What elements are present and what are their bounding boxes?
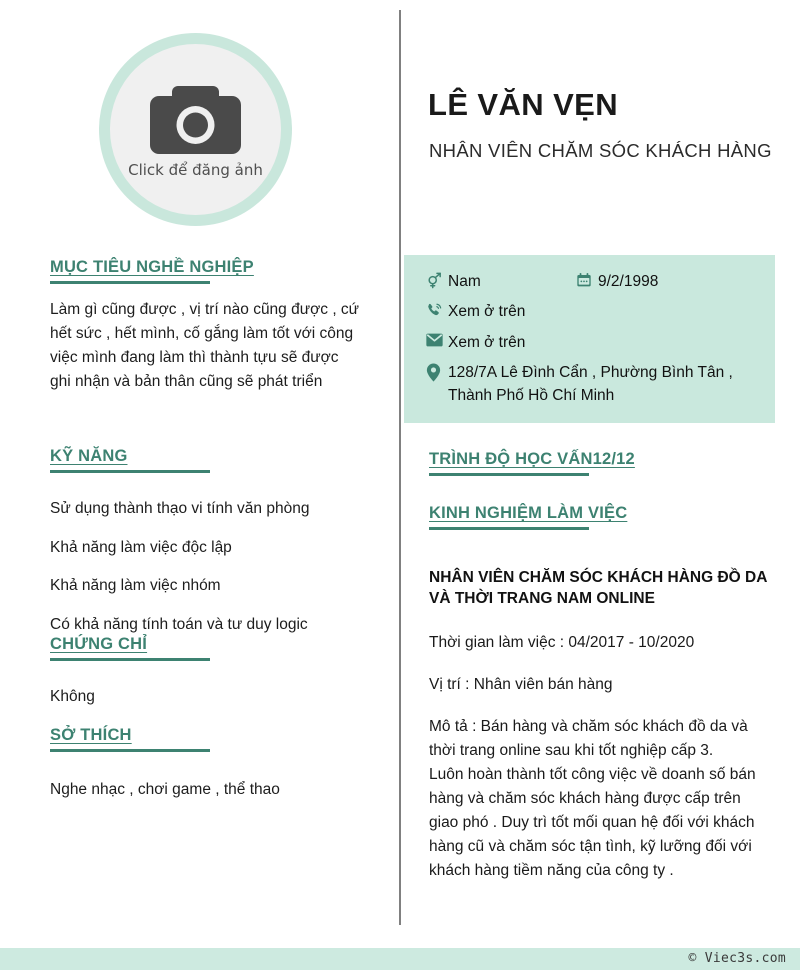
email-value: Xem ở trên: [448, 333, 526, 351]
gender-value: Nam: [448, 273, 481, 290]
objective-heading-rule: [50, 281, 210, 284]
footer-copyright: © Viec3s.com: [688, 951, 786, 966]
phone-value: Xem ở trên: [448, 303, 526, 321]
section-education: [429, 450, 774, 476]
experience-job-title: NHÂN VIÊN CHĂM SÓC KHÁCH HÀNG ĐỒ DA VÀ THỜI TRANG NAM ONLINE: [429, 569, 767, 607]
contact-row-email: [426, 332, 757, 354]
section-experience: [429, 504, 774, 883]
hobbies-heading-rule: [50, 749, 210, 752]
column-divider: [399, 10, 401, 925]
contact-gender: [426, 271, 576, 293]
photo-upload-label: Click để đăng ảnh: [128, 160, 263, 179]
gender-icon: [426, 271, 448, 289]
envelope-icon: [426, 332, 448, 347]
section-objective: [50, 258, 360, 394]
photo-placeholder[interactable]: [110, 44, 281, 215]
skills-heading-rule: [50, 470, 210, 473]
skill-item: Khả năng làm việc nhóm: [50, 577, 221, 595]
birthday-value: 9/2/1998: [598, 273, 659, 290]
contact-birthday: [576, 271, 658, 293]
photo-upload-button[interactable]: [99, 33, 292, 226]
contact-row-address: [426, 362, 757, 407]
hobbies-heading: SỞ THÍCH: [50, 726, 132, 744]
experience-period: Thời gian làm việc : 04/2017 - 10/2020: [429, 633, 695, 651]
calendar-icon: [576, 271, 598, 288]
contact-panel: [404, 255, 775, 423]
certificates-heading: CHỨNG CHỈ: [50, 635, 148, 653]
phone-icon: [426, 301, 448, 319]
left-column: [0, 0, 399, 925]
right-column: [404, 0, 800, 925]
skill-item: Khả năng làm việc độc lập: [50, 538, 232, 556]
certificates-text: Không: [50, 688, 95, 705]
camera-icon: [148, 82, 243, 157]
job-title: NHÂN VIÊN CHĂM SÓC KHÁCH HÀNG: [429, 140, 772, 161]
footer-band: [0, 948, 800, 970]
section-certificates: [50, 635, 360, 709]
skills-heading: KỸ NĂNG: [50, 447, 128, 465]
experience-description-1: Mô tả : Bán hàng và chăm sóc khách đồ da và thời trang online sau khi tốt nghiệp cấp 3.: [429, 718, 748, 760]
section-hobbies: [50, 726, 360, 802]
experience-description-2: Luôn hoàn thành tốt công việc về doanh số bán hàng và chăm sóc khách hàng được cấp trên giao phó . Duy trì tốt mối quan hệ đối với khách hàng cũ và chăm sóc tận tình, kỹ lưỡng đối với khách hàng tiềm năng của công ty .: [429, 766, 756, 880]
education-heading: TRÌNH ĐỘ HỌC VẤN12/12: [429, 450, 635, 468]
contact-row-phone: [426, 301, 757, 323]
experience-position: Vị trí : Nhân viên bán hàng: [429, 676, 613, 694]
experience-heading-rule: [429, 527, 589, 530]
location-pin-icon: [426, 362, 448, 382]
page-title: LÊ VĂN VẸN: [428, 87, 619, 122]
objective-text: Làm gì cũng được , vị trí nào cũng được , cứ hết sức , hết mình, cố gắng làm tốt với công việc mình đang làm thì thành tựu sẽ được ghi nhận và bản thân cũng sẽ phát triển: [50, 301, 360, 391]
section-skills: [50, 447, 360, 634]
contact-row-gender-birthday: [426, 271, 757, 293]
certificates-heading-rule: [50, 658, 210, 661]
hobbies-text: Nghe nhạc , chơi game , thể thao: [50, 781, 280, 798]
skill-item: Sử dụng thành thạo vi tính văn phòng: [50, 500, 310, 517]
address-value: 128/7A Lê Đình Cẩn , Phường Bình Tân , Thành Phố Hồ Chí Minh: [448, 364, 733, 404]
objective-heading: MỤC TIÊU NGHỀ NGHIỆP: [50, 258, 254, 276]
experience-heading: KINH NGHIỆM LÀM VIỆC: [429, 504, 628, 522]
education-heading-rule: [429, 473, 589, 476]
skill-item: Có khả năng tính toán và tư duy logic: [50, 615, 308, 633]
